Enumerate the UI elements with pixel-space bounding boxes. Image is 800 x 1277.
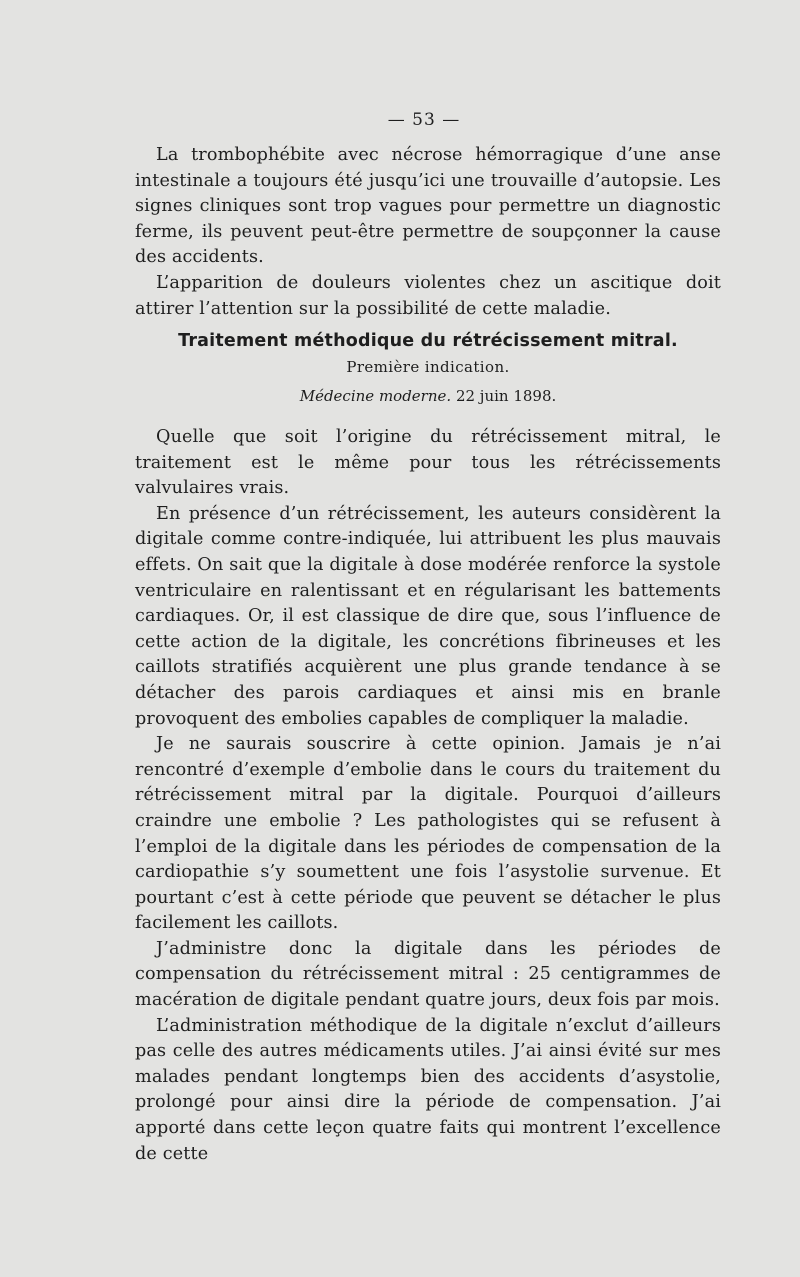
article-subtitle: Première indication. xyxy=(346,358,510,376)
paragraph: J’administre donc la digitale dans les périodes de compensation du rétrécissement mitral : 25 centigrammes de macération de digitale pendant quatre jours, deux fois par mois. xyxy=(135,938,721,1011)
paragraph: L’apparition de douleurs violentes chez un ascitique doit attirer l’attention sur la possibilité de cette maladie. xyxy=(135,272,721,319)
article-title: Traitement méthodique du rétrécissement mitral. xyxy=(178,331,678,351)
paragraph: Quelle que soit l’origine du rétrécissement mitral, le traitement est le même pour tous les rétrécissements valvulaires vrais. xyxy=(135,427,721,499)
source-journal: Médecine moderne. xyxy=(299,387,452,405)
article-source xyxy=(135,387,721,405)
paragraph: En présence d’un rétrécissement, les auteurs considèrent la digitale comme contre-indiquée, lui attribuent les plus mauvais effets. On sait que la digitale à dose modérée renforce la systole ventriculaire en ralentissant et en régularisant les battements cardiaques. Or, il est classique de dire que, sous l’influence de cette action de la digitale, les concrétions fibrineuses et les caillots stratifiés acquièrent une plus grande tendance à se détacher des parois cardiaques et ainsi mis en branle provoquent des embolies capables de compliquer la maladie. xyxy=(135,503,721,729)
page-number: — 53 — xyxy=(387,110,461,130)
paragraph: Je ne saurais souscrire à cette opinion. Jamais je n’ai rencontré d’exemple d’embolie dans le cours du traitement du rétrécissement mitral par la digitale. Pourquoi d’ailleurs craindre une embolie ? Les pathologistes qui se refusent à l’emploi de la digitale dans les périodes de compensation de la cardiopathie s’y soumettent une fois l’asystolie survenue. Et pourtant c’est à cette période que peuvent se détacher le plus facilement les caillots. xyxy=(135,734,721,934)
paragraph: L’administration méthodique de la digitale n’exclut d’ailleurs pas celle des autres médicaments utiles. J’ai ainsi évité sur mes malades pendant longtemps bien des accidents d’asystolie, prolongé pour ainsi dire la période de compensation. J’ai apporté dans cette leçon quatre faits qui montrent l’excellence de cette xyxy=(135,1015,721,1164)
article-body xyxy=(135,425,721,1167)
intro-section xyxy=(135,143,721,322)
paragraph: La trombophébite avec nécrose hémorragique d’une anse intestinale a toujours été jusqu’ici une trouvaille d’autopsie. Les signes cliniques sont trop vagues pour permettre un diagnostic ferme, ils peuvent peut-être permettre de soupçonner la cause des accidents. xyxy=(135,145,721,268)
source-date: 22 juin 1898. xyxy=(455,387,557,405)
